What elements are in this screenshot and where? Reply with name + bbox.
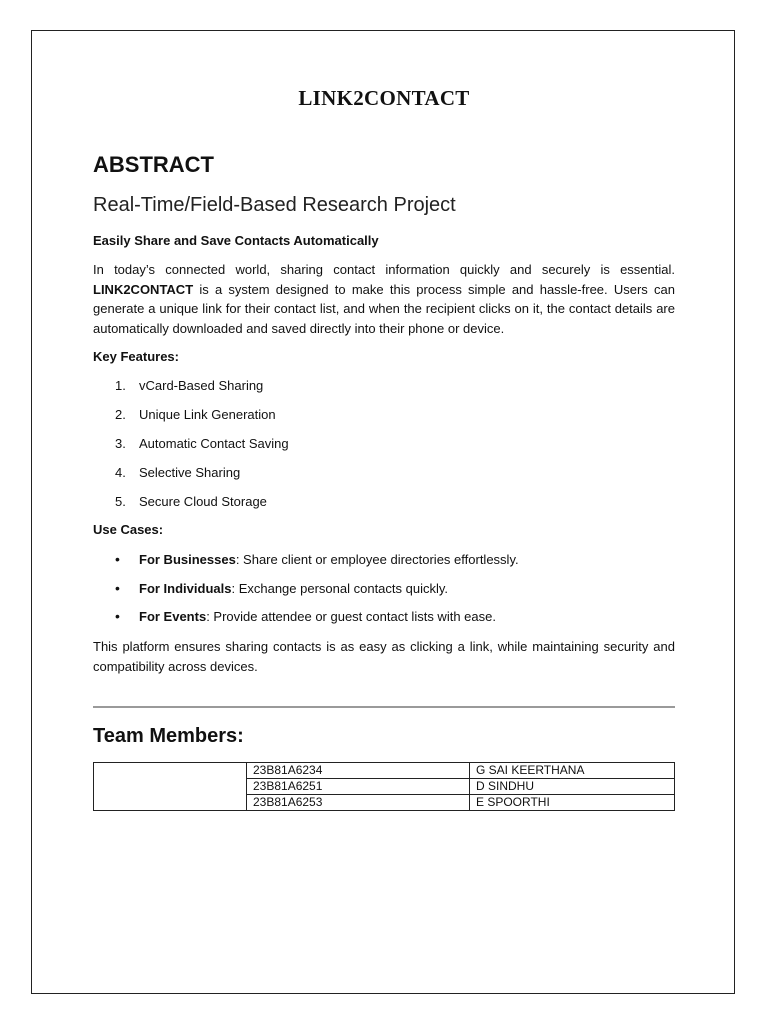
tagline: Easily Share and Save Contacts Automatically (93, 233, 379, 248)
bullet-icon: • (115, 608, 120, 624)
roll-number-cell: 23B81A6251 (247, 779, 470, 795)
list-item (93, 463, 289, 492)
bullet-icon: • (115, 579, 120, 596)
table-row (94, 763, 675, 779)
list-item (93, 376, 289, 405)
list-item (93, 434, 289, 463)
list-item-text: Unique Link Generation (139, 407, 276, 422)
abstract-heading: ABSTRACT (93, 152, 214, 177)
intro-brand: LINK2CONTACT (93, 281, 194, 297)
section-divider (93, 706, 675, 708)
list-item (93, 607, 675, 636)
team-heading: Team Members: (93, 725, 244, 747)
use-case-label: For Businesses (139, 552, 236, 567)
key-features-list (93, 376, 289, 521)
list-item (93, 405, 289, 434)
intro-text-1: In today’s connected world, sharing contact information quickly and securely is essential. (93, 262, 675, 277)
intro-text-2: is a system designed to make this process simple and hassle-free. Users can generate a unique link for their contact list, and when the recipient clicks on it, the contact details are automatically downloaded and saved directly into their phone or device. (93, 281, 675, 336)
list-item-text: Selective Sharing (139, 465, 241, 480)
blank-merged-cell (94, 763, 247, 811)
use-case-label: For Individuals (139, 580, 232, 596)
list-item-text: Automatic Contact Saving (139, 436, 289, 451)
member-name-cell: G SAI KEERTHANA (470, 763, 675, 779)
list-number: 3. (115, 436, 126, 451)
team-members-table (93, 762, 675, 811)
list-item-text: Secure Cloud Storage (139, 494, 267, 509)
list-item-text: vCard-Based Sharing (139, 378, 264, 393)
use-cases-list (93, 550, 675, 636)
list-number: 4. (115, 465, 126, 480)
project-subtitle: Real-Time/Field-Based Research Project (93, 194, 456, 216)
member-name-cell: D SINDHU (470, 779, 675, 795)
roll-number-cell: 23B81A6234 (247, 763, 470, 779)
list-number: 2. (115, 407, 126, 422)
use-case-text: : Exchange personal contacts quickly. (231, 580, 449, 596)
closing-paragraph: This platform ensures sharing contacts is as easy as clicking a link, while maintaining security and compatibility across devices. (93, 639, 675, 674)
use-case-text: : Share client or employee directories effortlessly. (235, 552, 519, 567)
use-case-label: For Events (139, 609, 207, 624)
use-case-text: : Provide attendee or guest contact lists with ease. (206, 609, 496, 624)
list-number: 5. (115, 494, 126, 509)
use-cases-label: Use Cases: (93, 522, 164, 537)
roll-number-cell: 23B81A6253 (247, 795, 470, 811)
member-name-cell: E SPOORTHI (470, 795, 675, 811)
list-number: 1. (115, 378, 126, 393)
bullet-icon: • (115, 551, 120, 567)
list-item (93, 579, 675, 608)
list-item (93, 550, 675, 579)
intro-paragraph (93, 260, 675, 338)
key-features-label: Key Features: (93, 349, 179, 364)
list-item (93, 492, 289, 521)
document-title: LINK2CONTACT (298, 86, 470, 110)
